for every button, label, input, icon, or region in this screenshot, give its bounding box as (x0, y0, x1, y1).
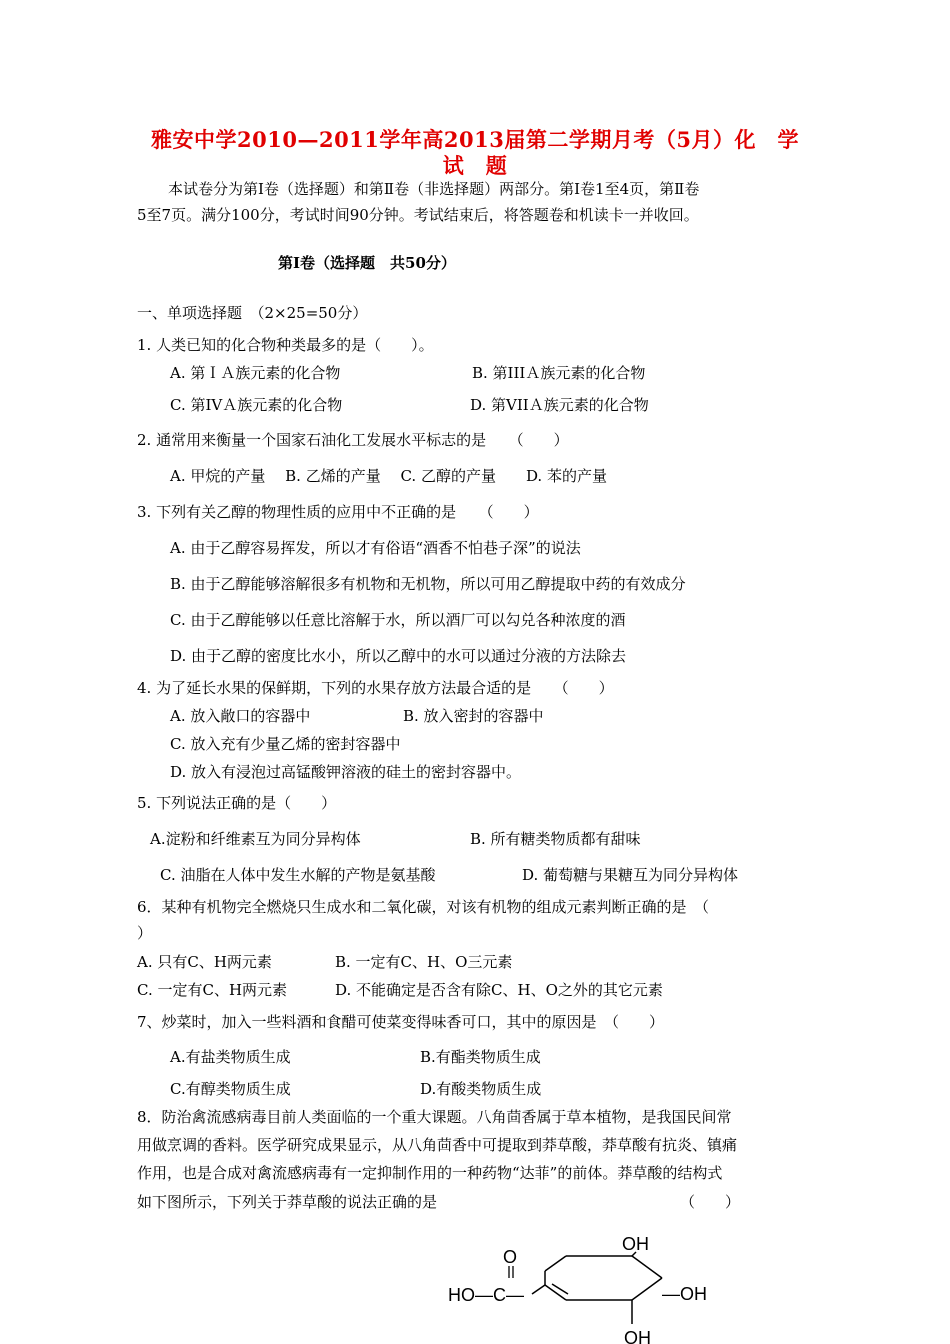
hydroxyl-top-label: OH (622, 1234, 649, 1254)
question-4-option-d: D. 放入有浸泡过高锰酸钾溶液的硅土的密封容器中。 (170, 763, 522, 781)
question-5-option-b: B. 所有糖类物质都有甜味 (470, 830, 641, 848)
question-6-option-d: D. 不能确定是否含有除C、H、O之外的其它元素 (335, 981, 663, 999)
question-3-stem: 3. 下列有关乙醇的物理性质的应用中不正确的是 （ ） (137, 503, 539, 521)
shikimic-acid-structure (440, 1228, 730, 1344)
exam-title-line1: 雅安中学2010—2011学年高2013届第二学期月考（5月）化 学 (151, 127, 799, 152)
question-4-stem: 4. 为了延长水果的保鲜期，下列的水果存放方法最合适的是 （ ） (137, 679, 614, 697)
question-5-option-d: D. 葡萄糖与果糖互为同分异构体 (522, 866, 739, 884)
question-6-option-a: A. 只有C、H两元素 (137, 953, 272, 971)
section1-heading: 一、单项选择题 （2×25=50分） (137, 304, 368, 322)
question-3-option-b: B. 由于乙醇能够溶解很多有机物和无机物，所以可用乙醇提取中药的有效成分 (170, 575, 686, 593)
question-3-option-c: C. 由于乙醇能够以任意比溶解于水，所以酒厂可以勾兑各种浓度的酒 (170, 611, 626, 629)
question-6-stem-line1: 6．某种有机物完全燃烧只生成水和二氧化碳，对该有机物的组成元素判断正确的是 （ (137, 898, 710, 916)
question-1-option-c: C. 第IVＡ族元素的化合物 (170, 396, 343, 414)
question-8-answer-paren: （ ） (680, 1193, 741, 1211)
question-7-option-c: C.有醇类物质生成 (170, 1080, 291, 1098)
question-7-stem: 7、炒菜时，加入一些料酒和食醋可使菜变得味香可口，其中的原因是 （ ） (137, 1013, 665, 1031)
intro-line2: 5至7页。满分100分，考试时间90分钟。考试结束后，将答题卷和机读卡一并收回。 (137, 206, 699, 224)
question-1-stem: 1. 人类已知的化合物种类最多的是（ ）。 (137, 336, 434, 354)
question-5-option-c: C. 油脂在人体中发生水解的产物是氨基酸 (160, 866, 436, 884)
question-3-option-a: A. 由于乙醇容易挥发，所以才有俗语“酒香不怕巷子深”的说法 (170, 539, 581, 557)
question-8-line3: 作用，也是合成对禽流感病毒有一定抑制作用的一种药物“达菲”的前体。莽草酸的结构式 (137, 1164, 723, 1182)
question-2-options: A. 甲烷的产量 B. 乙烯的产量 C. 乙醇的产量 D. 苯的产量 (170, 467, 607, 485)
question-7-option-b: B.有酯类物质生成 (420, 1048, 541, 1066)
question-1-option-a: A. 第ＩＡ族元素的化合物 (170, 364, 341, 382)
question-6-stem-line2: ） (137, 924, 153, 942)
question-6-option-c: C. 一定有C、H两元素 (137, 981, 288, 999)
carbonyl-oxygen-label: O (503, 1247, 518, 1267)
question-4-option-b: B. 放入密封的容器中 (403, 707, 544, 725)
question-5-option-a: A.淀粉和纤维素互为同分异构体 (150, 830, 361, 848)
question-2-stem: 2. 通常用来衡量一个国家石油化工发展水平标志的是 （ ） (137, 431, 569, 449)
question-1-option-b: B. 第IIIＡ族元素的化合物 (472, 364, 646, 382)
exam-title-line2: 试 题 (442, 153, 508, 178)
intro-line1: 本试卷分为第Ⅰ卷（选择题）和第Ⅱ卷（非选择题）两部分。第Ⅰ卷1至4页，第Ⅱ卷 (168, 180, 700, 198)
cyclohexene-ring (545, 1256, 662, 1300)
carbonyl-bond (509, 1266, 513, 1278)
question-4-option-a: A. 放入敞口的容器中 (170, 707, 311, 725)
question-6-option-b: B. 一定有C、H、O三元素 (335, 953, 513, 971)
question-5-stem: 5. 下列说法正确的是（ ） (137, 794, 337, 812)
question-7-option-d: D.有酸类物质生成 (420, 1080, 542, 1098)
question-8-line1: 8．防治禽流感病毒目前人类面临的一个重大课题。八角茴香属于草本植物，是我国民间常 (137, 1108, 732, 1126)
question-3-option-d: D. 由于乙醇的密度比水小，所以乙醇中的水可以通过分液的方法除去 (170, 647, 627, 665)
substituent-bonds (532, 1252, 636, 1324)
hydroxyl-bottom-label: OH (624, 1328, 651, 1344)
carboxyl-group-label: HO—C— (448, 1285, 524, 1305)
question-8-line4: 如下图所示，下列关于莽草酸的说法正确的是 (137, 1193, 438, 1211)
question-7-option-a: A.有盐类物质生成 (170, 1048, 291, 1066)
hydroxyl-right-label: —OH (662, 1284, 707, 1304)
question-8-line2: 用做烹调的香料。医学研究成果显示，从八角茴香中可提取到莽草酸，莽草酸有抗炎、镇痛 (137, 1136, 738, 1154)
question-1-option-d: D. 第VIIＡ族元素的化合物 (470, 396, 649, 414)
part1-heading: 第Ⅰ卷（选择题 共50分） (278, 254, 456, 272)
question-4-option-c: C. 放入充有少量乙烯的密封容器中 (170, 735, 401, 753)
